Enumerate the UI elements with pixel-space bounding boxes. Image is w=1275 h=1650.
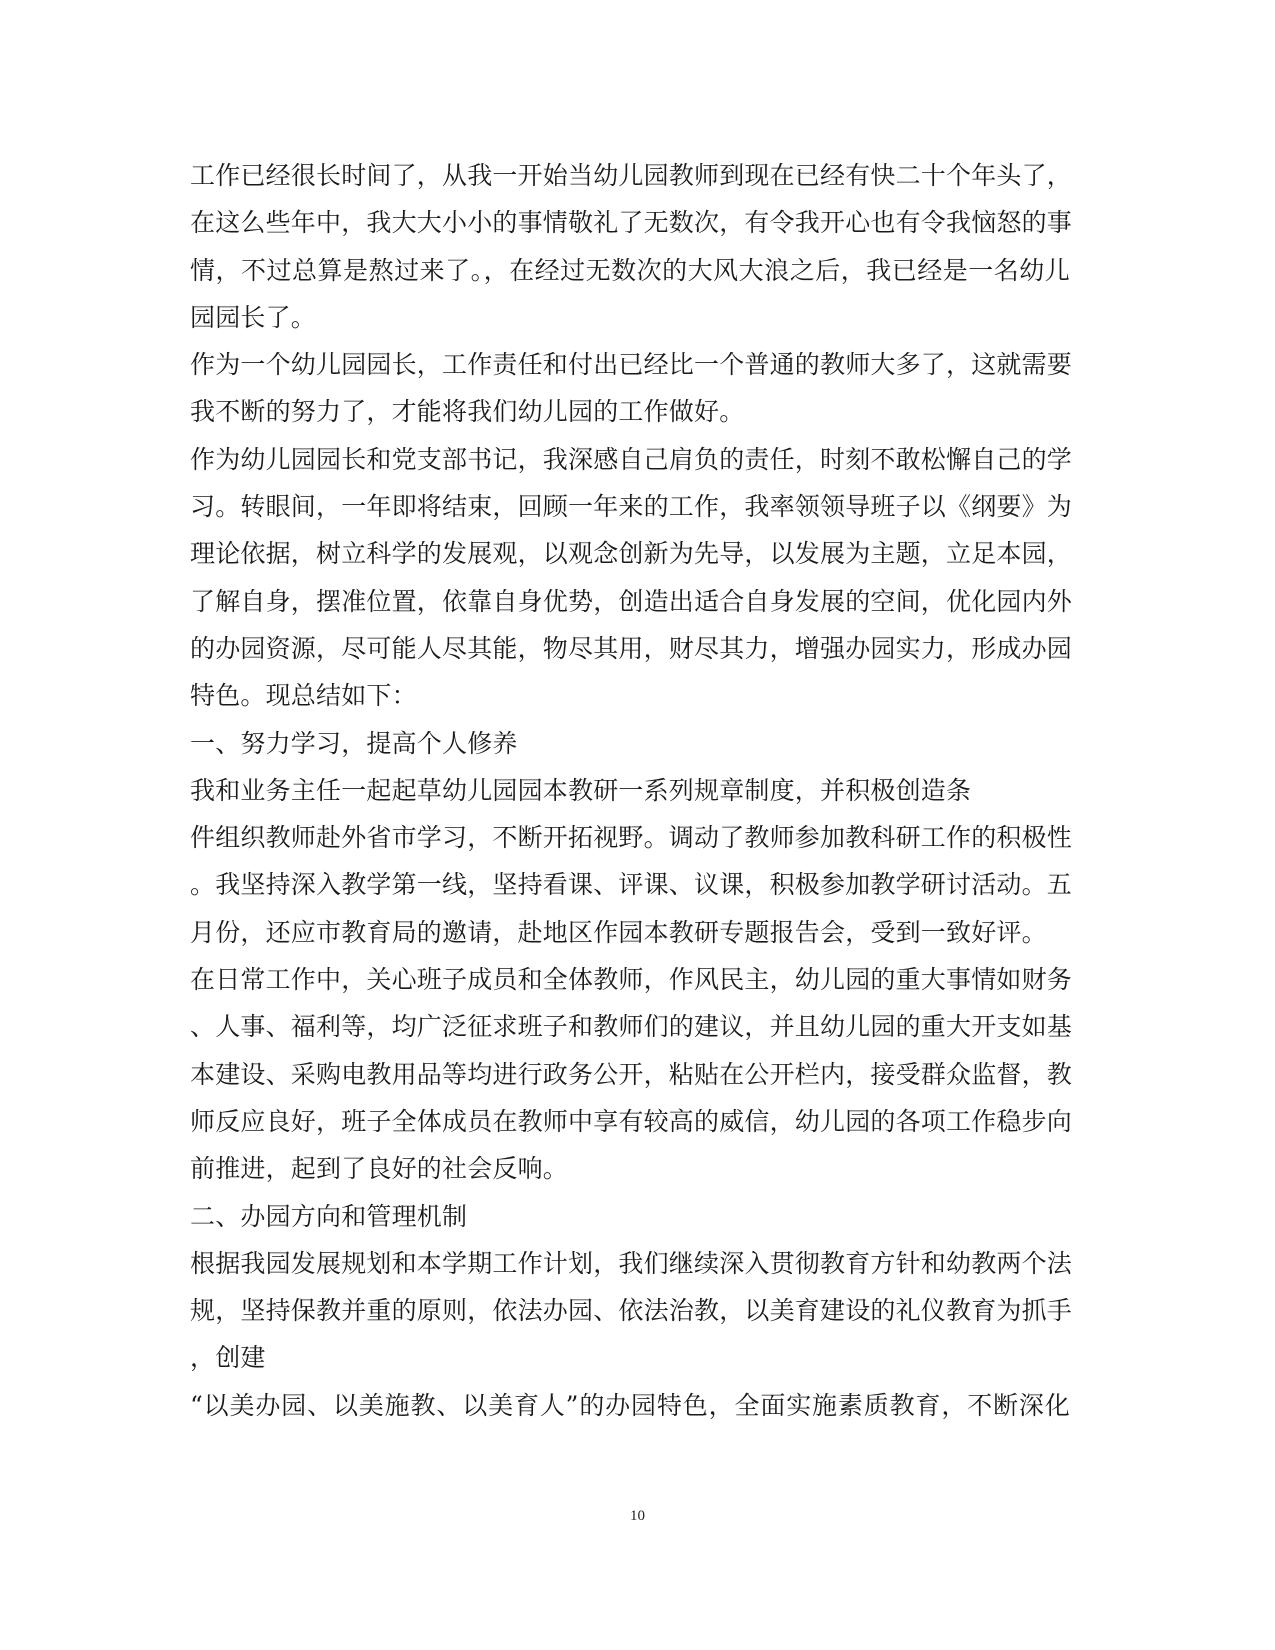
text-line: 的办园资源，尽可能人尽其能，物尽其用，财尽其力，增强办园实力，形成办园	[190, 633, 1073, 663]
body-text	[190, 152, 1073, 1429]
text-line: 情，不过总算是熬过来了。，在经过无数次的大风大浪之后，我已经是一名幼儿	[190, 255, 1070, 285]
text-line: 师反应良好，班子全体成员在教师中享有较高的威信，幼儿园的各项工作稳步向	[190, 1106, 1073, 1136]
text-line: 作为一个幼儿园园长，工作责任和付出已经比一个普通的教师大多了，这就需要	[190, 350, 1073, 380]
text-line: 本建设、采购电教用品等均进行政务公开，粘贴在公开栏内，接受群众监督，教	[190, 1059, 1073, 1089]
text-line: 、人事、福利等，均广泛征求班子和教师们的建议，并且幼儿园的重大开支如基	[190, 1012, 1073, 1042]
text-line: 在日常工作中，关心班子成员和全体教师，作风民主，幼儿园的重大事情如财务	[190, 965, 1073, 995]
text-line: ，创建	[190, 1343, 266, 1373]
section-heading: 二、办园方向和管理机制	[190, 1201, 468, 1231]
text-line: 。我坚持深入教学第一线，坚持看课、评课、议课，积极参加教学研讨活动。五	[190, 870, 1073, 900]
text-line: 件组织教师赴外省市学习，不断开拓视野。调动了教师参加教科研工作的积极性	[190, 823, 1073, 853]
text-line: 前推进，起到了良好的社会反响。	[190, 1154, 569, 1184]
section-heading: 一、努力学习，提高个人修养	[190, 728, 518, 758]
text-line: 作为幼儿园园长和党支部书记，我深感自己肩负的责任，时刻不敢松懈自己的学	[190, 444, 1073, 474]
text-line: 理论依据，树立科学的发展观，以观念创新为先导，以发展为主题，立足本园，	[190, 539, 1073, 569]
text-line: 特色。现总结如下：	[190, 681, 417, 711]
text-line: 了解自身，摆准位置，依靠自身优势，创造出适合自身发展的空间，优化园内外	[190, 586, 1073, 616]
text-line: 根据我园发展规划和本学期工作计划，我们继续深入贯彻教育方针和幼教两个法	[190, 1248, 1073, 1278]
page-number: 10	[630, 1508, 645, 1524]
text-line: 我不断的努力了，才能将我们幼儿园的工作做好。	[190, 397, 745, 427]
text-line: 在这么些年中，我大大小小的事情敬礼了无数次，有令我开心也有令我恼怒的事	[190, 208, 1073, 238]
text-line: 我和业务主任一起起草幼儿园园本教研一系列规章制度，并积极创造条	[190, 775, 972, 805]
text-line: 规，坚持保教并重的原则，依法办园、依法治教，以美育建设的礼仪教育为抓手	[190, 1296, 1073, 1326]
text-line: 园园长了。	[190, 302, 317, 332]
text-line: 习。转眼间，一年即将结束，回顾一年来的工作，我率领领导班子以《纲要》为	[190, 492, 1073, 522]
text-line: “以美办园、以美施教、以美育人”的办园特色，全面实施素质教育，不断深化	[190, 1390, 1070, 1420]
text-line: 月份，还应市教育局的邀请，赴地区作园本教研专题报告会，受到一致好评。	[190, 917, 1047, 947]
text-line: 工作已经很长时间了，从我一开始当幼儿园教师到现在已经有快二十个年头了，	[190, 161, 1073, 190]
